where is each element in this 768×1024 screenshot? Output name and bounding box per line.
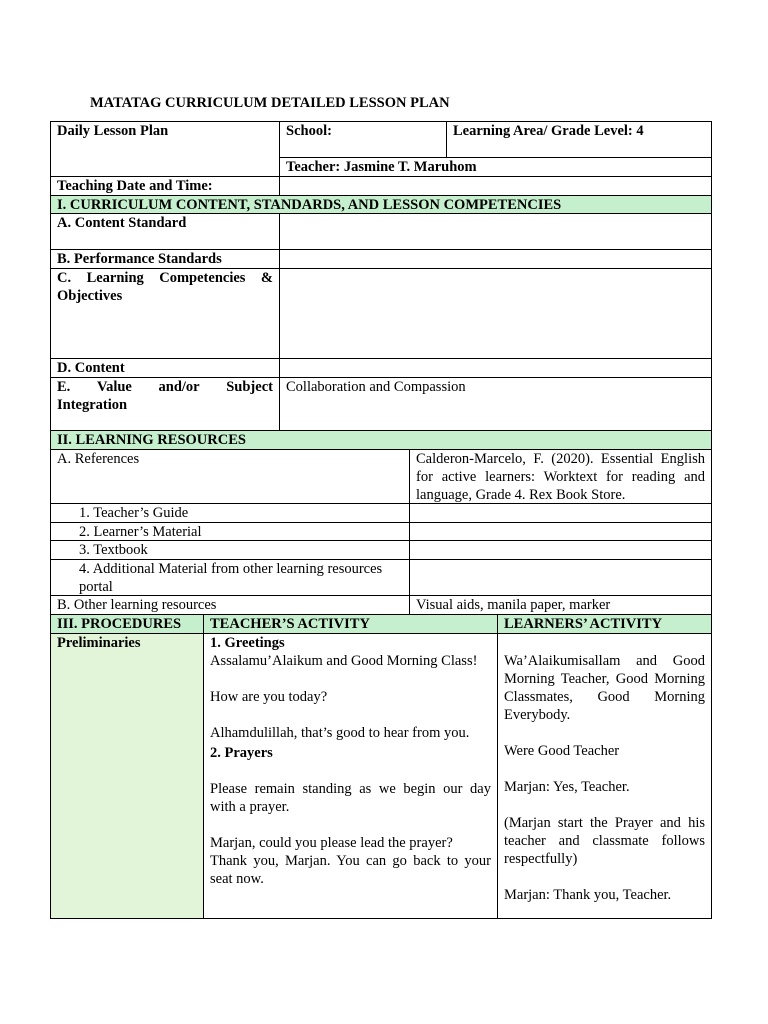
resource-item-teachers-guide: 1. Teacher’s Guide (50, 503, 410, 523)
performance-standards-value (279, 249, 712, 269)
teaching-date-value (279, 176, 712, 196)
teacher-thank-text: Thank you, Marjan. You can go back to your seat now. (210, 853, 491, 887)
teacher-greet-text: Assalamu’Alaikum and Good Morning Class! (210, 653, 478, 669)
learners-yes-text: Marjan: Yes, Teacher. (504, 779, 630, 795)
resource-item-learners-material: 2. Learner’s Material (50, 522, 410, 541)
resource-item-textbook-value (409, 540, 712, 560)
other-resources-value: Visual aids, manila paper, marker (409, 595, 712, 615)
competencies-label: C. Learning Competencies & Objectives (50, 268, 280, 359)
teacher-how-text: How are you today? (210, 689, 328, 705)
teaching-date-cell: Teaching Date and Time: (50, 176, 280, 196)
performance-standards-label: B. Performance Standards (50, 249, 280, 269)
competencies-value (279, 268, 712, 359)
page-title: MATATAG CURRICULUM DETAILED LESSON PLAN (90, 95, 450, 111)
school-cell: School: (279, 121, 447, 158)
preliminaries-label: Preliminaries (50, 633, 204, 919)
prayers-heading: 2. Prayers (210, 745, 273, 761)
references-label: A. References (50, 449, 410, 504)
teacher-cell: Teacher: Jasmine T. Maruhom (279, 157, 712, 177)
procedures-column-header: III. PROCEDURES (50, 614, 204, 634)
learners-activity-cell (497, 633, 712, 919)
resource-item-learners-material-value (409, 522, 712, 541)
teacher-alhamdulillah-text: Alhamdulillah, that’s good to hear from you. (210, 725, 470, 741)
learners-prayer-text: (Marjan start the Prayer and his teacher and classmate follows respectfully) (504, 815, 705, 867)
content-label: D. Content (50, 358, 280, 378)
learners-activity-column-header: LEARNERS’ ACTIVITY (497, 614, 712, 634)
content-standard-label: A. Content Standard (50, 213, 280, 250)
teacher-stand-text: Please remain standing as we begin our day with a prayer. (210, 781, 491, 815)
teacher-activity-cell (203, 633, 498, 919)
resource-item-additional-material: 4. Additional Material from other learning resources portal (50, 559, 410, 596)
teacher-lead-text: Marjan, could you please lead the prayer? (210, 835, 453, 851)
content-value (279, 358, 712, 378)
value-integration-value: Collaboration and Compassion (279, 377, 712, 431)
daily-lesson-plan-cell: Daily Lesson Plan (50, 121, 280, 177)
references-value: Calderon-Marcelo, F. (2020). Essential English for active learners: Worktext for reading and language, Grade 4. Rex Book Store. (409, 449, 712, 504)
resource-item-teachers-guide-value (409, 503, 712, 523)
content-standard-value (279, 213, 712, 250)
teacher-activity-column-header: TEACHER’S ACTIVITY (203, 614, 498, 634)
learners-good-text: Were Good Teacher (504, 743, 620, 759)
other-resources-label: B. Other learning resources (50, 595, 410, 615)
learners-reply-text: Wa’Alaikumisallam and Good Morning Teacher, Good Morning Classmates, Good Morning Everybody. (504, 653, 705, 723)
value-integration-label: E. Value and/or Subject Integration (50, 377, 280, 431)
learners-thanks-text: Marjan: Thank you, Teacher. (504, 887, 672, 903)
greetings-heading: 1. Greetings (210, 635, 285, 651)
section-2-heading: II. LEARNING RESOURCES (50, 430, 712, 450)
learning-area-cell: Learning Area/ Grade Level: 4 (446, 121, 712, 158)
section-1-heading: I. CURRICULUM CONTENT, STANDARDS, AND LESSON COMPETENCIES (50, 195, 712, 214)
resource-item-additional-material-value (409, 559, 712, 596)
resource-item-textbook: 3. Textbook (50, 540, 410, 560)
